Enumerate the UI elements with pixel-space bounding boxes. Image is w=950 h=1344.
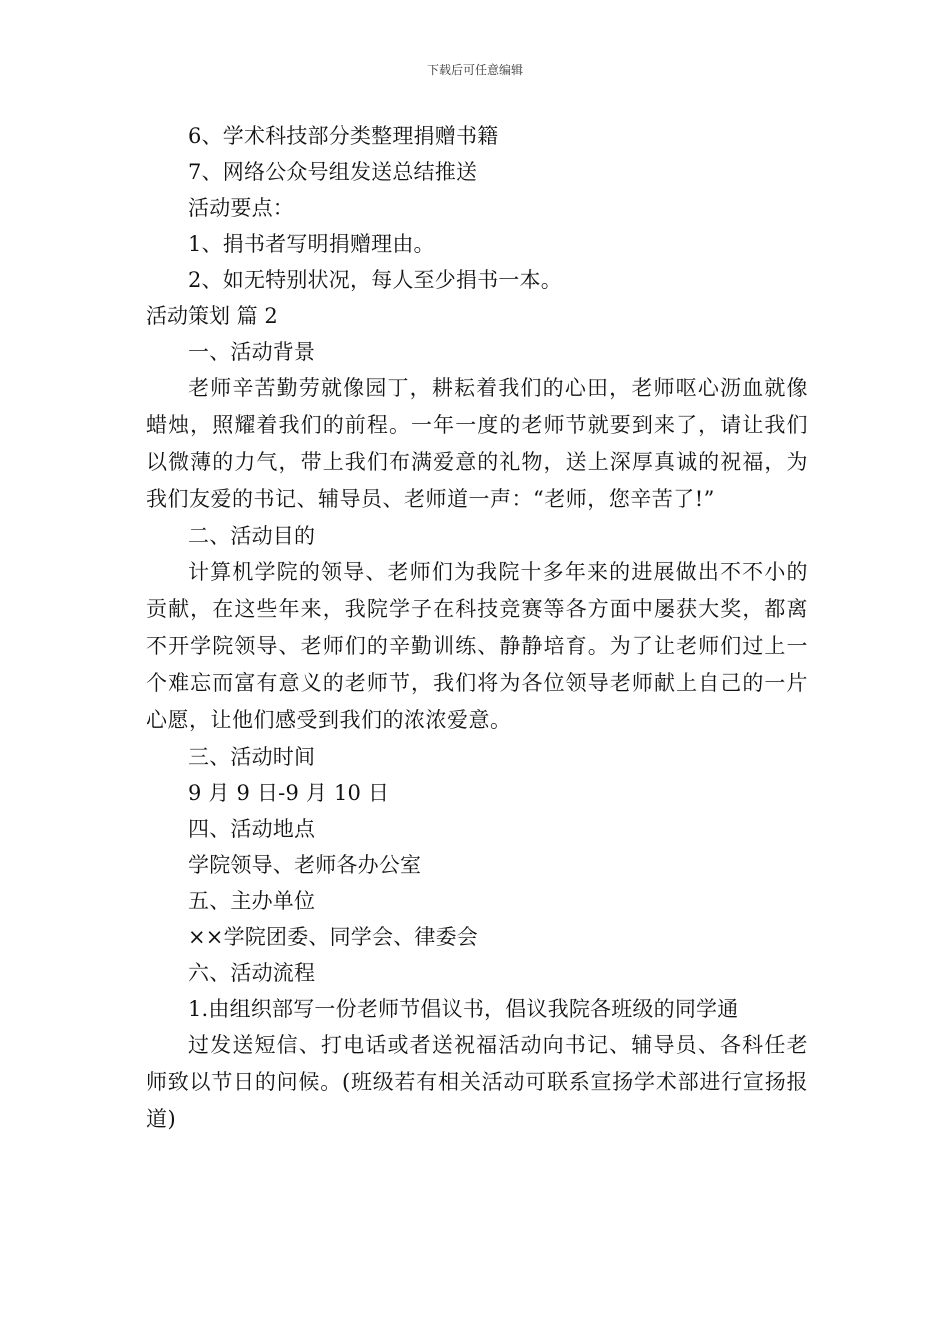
heading-background: 一、活动背景: [188, 340, 316, 364]
paragraph-flow: 过发送短信、打电话或者送祝福活动向书记、辅导员、各科任老师致以节日的问候。(班级若有相关活动可联系宣扬学术部进行宣扬报道): [146, 1033, 808, 1131]
heading-organizer: 五、主办单位: [188, 889, 316, 913]
subheading-activity-points: 活动要点：: [188, 196, 294, 220]
list-item: 1、捐书者写明捐赠理由。: [188, 232, 435, 256]
heading-purpose: 二、活动目的: [188, 524, 316, 548]
heading-time: 三、活动时间: [188, 745, 316, 769]
paragraph-purpose: 计算机学院的领导、老师们为我院十多年来的进展做出不不小的贡献，在这些年来，我院学子在科技竞赛等各方面中屡获大奖，都离不开学院领导、老师们的辛勤训练、静静培育。为了让老师们过上一个难忘而富有意义的老师节，我们将为各位领导老师献上自己的一片心愿，让他们感受到我们的浓浓爱意。: [146, 560, 808, 732]
heading-flow: 六、活动流程: [188, 961, 316, 985]
list-item: 7、网络公众号组发送总结推送: [188, 160, 478, 184]
activity-time: 9 月 9 日-9 月 10 日: [188, 781, 390, 805]
section-title: 活动策划 篇 2: [146, 304, 278, 328]
list-item: 2、如无特别状况，每人至少捐书一本。: [188, 268, 562, 292]
heading-place: 四、活动地点: [188, 817, 316, 841]
organizer: ××学院团委、同学会、律委会: [188, 925, 478, 949]
flow-step-1: 1.由组织部写一份老师节倡议书，倡议我院各班级的同学通: [188, 997, 739, 1021]
document-body: [146, 118, 808, 1138]
page-header: 下载后可任意编辑: [426, 63, 523, 77]
list-item: 6、学术科技部分类整理捐赠书籍: [188, 124, 499, 148]
paragraph-background: 老师辛苦勤劳就像园丁，耕耘着我们的心田，老师呕心沥血就像蜡烛，照耀着我们的前程。一年一度的老师节就要到来了，请让我们以微薄的力气，带上我们布满爱意的礼物，送上深厚真诚的祝福，为我们友爱的书记、辅导员、老师道一声：“老师，您辛苦了!”: [146, 376, 808, 511]
activity-place: 学院领导、老师各办公室: [188, 853, 422, 877]
